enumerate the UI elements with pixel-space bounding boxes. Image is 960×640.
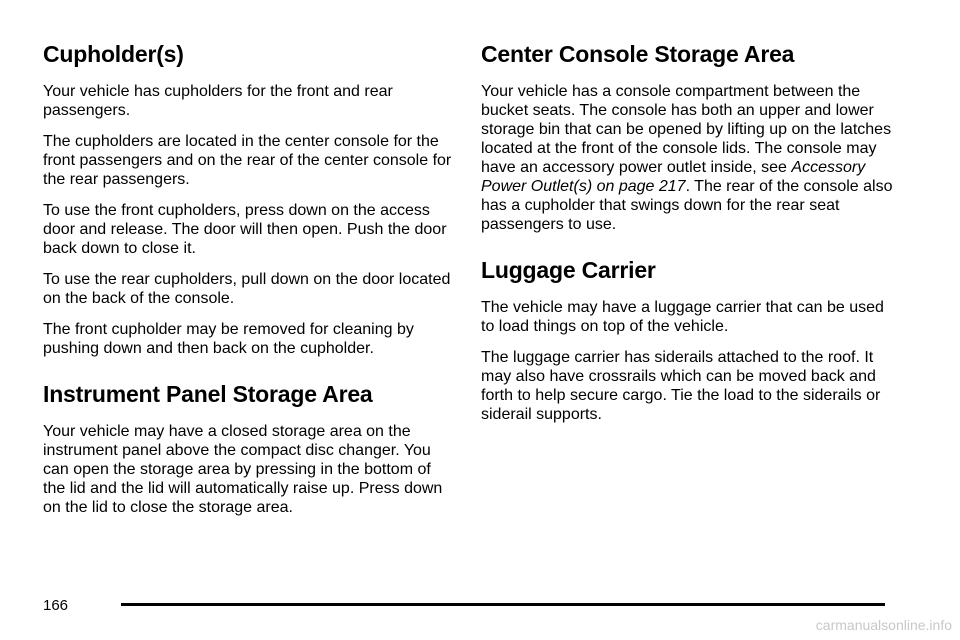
section-instrument-panel-storage xyxy=(43,380,453,517)
cross-reference-link[interactable]: Accessory Power Outlet(s) on page 217 xyxy=(481,159,866,195)
paragraph-text: Your vehicle has a console compartment between the bucket seats. The console has both an upper and lower storage bin that can be opened by lifting up on the latches located at the front of the console lids. The console may have an accessory power outlet inside, see xyxy=(481,83,892,176)
paragraph: The cupholders are located in the center console for the front passengers and on the rear of the center console for the rear passengers. xyxy=(43,133,452,188)
paragraph-text: . The rear of the console also has a cupholder that swings down for the rear seat passengers to use. xyxy=(481,178,893,233)
watermark: carmanualsonline.info xyxy=(815,617,952,633)
right-column xyxy=(481,40,896,436)
section-heading: Luggage Carrier xyxy=(481,257,656,283)
paragraph: Your vehicle has cupholders for the front and rear passengers. xyxy=(43,83,393,119)
section-heading: Instrument Panel Storage Area xyxy=(43,381,373,407)
paragraph: Your vehicle may have a closed storage area on the instrument panel above the compact disc changer. You can open the storage area by pressing in the bottom of the lid and the lid will automatically raise up. Press down on the lid to close the storage area. xyxy=(43,423,443,516)
paragraph: The front cupholder may be removed for cleaning by pushing down and then back on the cupholder. xyxy=(43,321,414,357)
paragraph: The vehicle may have a luggage carrier that can be used to load things on top of the vehicle. xyxy=(481,299,884,335)
left-column xyxy=(43,40,453,529)
paragraph: The luggage carrier has siderails attached to the roof. It may also have crossrails which can be moved back and forth to help secure cargo. Tie the load to the siderails or siderail supports. xyxy=(481,349,881,423)
section-heading: Center Console Storage Area xyxy=(481,41,795,67)
paragraph xyxy=(481,82,896,234)
section-heading: Cupholder(s) xyxy=(43,41,184,67)
section-cupholders xyxy=(43,40,453,358)
footer-rule xyxy=(121,603,885,606)
section-luggage-carrier xyxy=(481,256,896,424)
page-number: 166 xyxy=(43,597,69,614)
paragraph: To use the front cupholders, press down on the access door and release. The door will then open. Push the door back down to close it. xyxy=(43,202,447,257)
section-center-console-storage xyxy=(481,40,896,234)
paragraph: To use the rear cupholders, pull down on the door located on the back of the console. xyxy=(43,271,451,307)
